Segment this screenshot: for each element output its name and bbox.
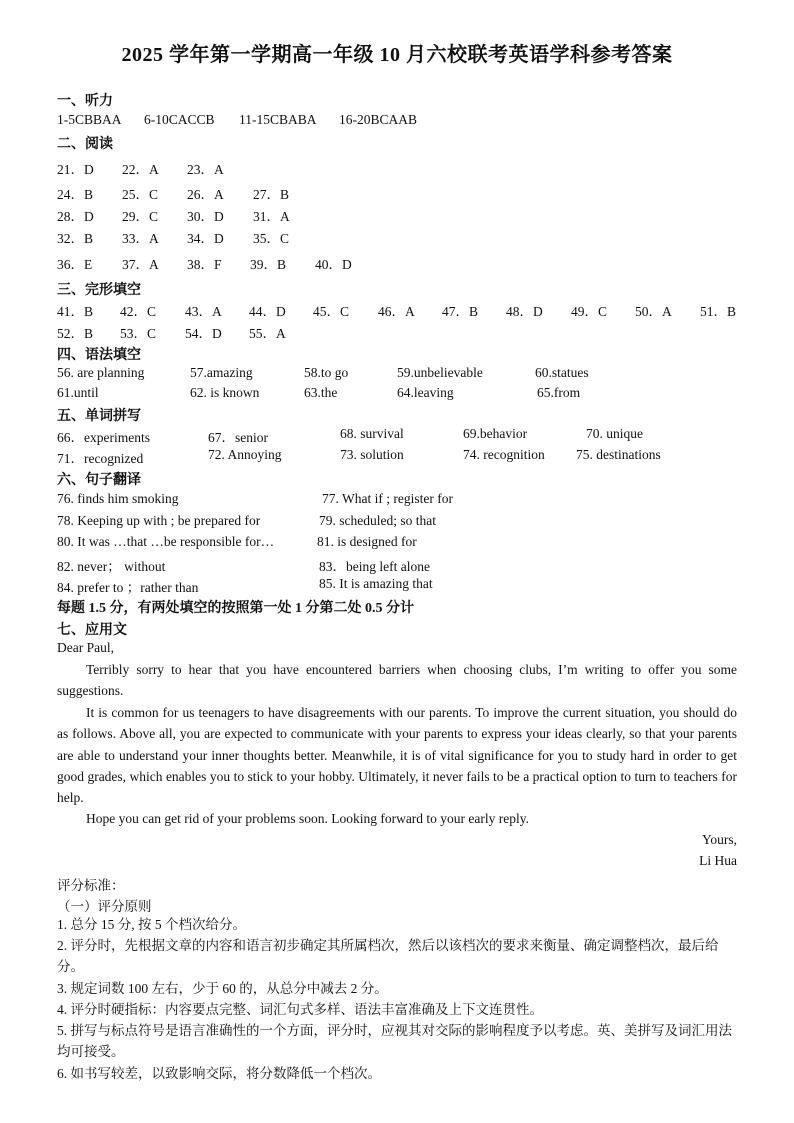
answer: 68. survival [340, 426, 404, 441]
answer: 80. It was …that …be responsible for… [57, 534, 275, 549]
answer: 82. never； without [57, 559, 166, 574]
answer: 81. is designed for [317, 534, 417, 549]
answer: 52．B [57, 326, 94, 341]
answer: 34．D [187, 231, 224, 246]
section-writing-heading: 七、应用文 [57, 623, 127, 638]
answer-group: 16-20BCAAB [339, 112, 418, 127]
answer: 32．B [57, 231, 94, 246]
letter-signature: Li Hua [699, 853, 737, 868]
answer: 39．B [250, 257, 287, 272]
answer-group: 11-15CBABA [239, 112, 317, 127]
answer: 67．senior [208, 430, 268, 445]
answer: 62. is known [190, 385, 260, 400]
answer: 27．B [253, 187, 290, 202]
answer: 61.until [57, 385, 99, 400]
answer: 37．A [122, 257, 159, 272]
answer: 55．A [249, 326, 286, 341]
answer: 54．D [185, 326, 222, 341]
letter-paragraph: It is common for us teenagers to have disagreements with our parents. To improve the current situation, you should do as follows. Above all, you are expected to communicate with your parents to express your ideas clearly, so that your parents are able to understand your inner thoughts better. Meanwhile, it is of vital significance for you to study hard in order to get good grades, which enables you to stick to your hobby. Ultimately, it never fails to be a practical option to turn to teachers for help. [57, 705, 737, 806]
answer: 25．C [122, 187, 159, 202]
answer: 28．D [57, 209, 94, 224]
section-grammar-heading: 四、语法填空 [57, 348, 141, 363]
answer: 33．A [122, 231, 159, 246]
answer: 44．D [249, 304, 286, 319]
answer: 57.amazing [190, 365, 253, 380]
criteria-item: 2. 评分时，先根据文章的内容和语言初步确定其所属档次，然后以该档次的要求来衡量、确定调整档次，最后给分。 [57, 938, 719, 975]
page-title: 2025 学年第一学期高一年级 10 月六校联考英语学科参考答案 [121, 44, 673, 66]
answer: 63.the [304, 385, 338, 400]
answer: 78. Keeping up with ; be prepared for [57, 513, 261, 528]
answer: 22．A [122, 162, 159, 177]
answer: 70. unique [586, 426, 643, 441]
letter-paragraph: Terribly sorry to hear that you have encountered barriers when choosing clubs, I’m writing to offer you some suggestions. [57, 662, 737, 699]
criteria-principles-heading: （一）评分原则 [57, 899, 152, 914]
answer: 46．A [378, 304, 415, 319]
section-translation-heading: 六、句子翻译 [57, 473, 141, 488]
answer: 38．F [187, 257, 222, 272]
answer: 58.to go [304, 365, 349, 380]
answer: 56. are planning [57, 365, 145, 380]
answer: 31．A [253, 209, 290, 224]
answer: 69.behavior [463, 426, 528, 441]
letter-salutation: Dear Paul, [57, 640, 114, 655]
answer: 60.statues [535, 365, 589, 380]
answer-group: 6-10CACCB [144, 112, 215, 127]
answer: 45．C [313, 304, 350, 319]
criteria-item: 6. 如书写较差，以致影响交际，将分数降低一个档次。 [57, 1066, 381, 1081]
answer: 75. destinations [576, 447, 661, 462]
answer: 40．D [315, 257, 352, 272]
answer: 35．C [253, 231, 290, 246]
answer: 74. recognition [463, 447, 545, 462]
answer: 64.leaving [397, 385, 454, 400]
answer: 50．A [635, 304, 672, 319]
answer: 79. scheduled; so that [319, 513, 436, 528]
answer: 41．B [57, 304, 94, 319]
answer: 71．recognized [57, 451, 144, 466]
answer: 48．D [506, 304, 543, 319]
answer: 83．being left alone [319, 559, 430, 574]
answer: 53．C [120, 326, 157, 341]
criteria-item: 5. 拼写与标点符号是语言准确性的一个方面，评分时，应视其对交际的影响程度予以考虑。英、美拼写及词汇用法均可接受。 [57, 1023, 732, 1060]
answer: 72. Annoying [208, 447, 282, 462]
answer: 85. It is amazing that [319, 576, 433, 591]
scoring-note: 每题 1.5 分，有两处填空的按照第一处 1 分第二处 0.5 分计 [57, 601, 414, 616]
answer: 26．A [187, 187, 224, 202]
answer: 66．experiments [57, 430, 150, 445]
criteria-item: 1. 总分 15 分, 按 5 个档次给分。 [57, 917, 246, 932]
answer: 21．D [57, 162, 94, 177]
answer: 23．A [187, 162, 224, 177]
answer: 24．B [57, 187, 94, 202]
section-spelling-heading: 五、单词拼写 [57, 409, 141, 424]
answer: 59.unbelievable [397, 365, 483, 380]
answer: 30．D [187, 209, 224, 224]
section-cloze-heading: 三、完形填空 [57, 283, 141, 298]
answer: 49．C [571, 304, 608, 319]
answer: 51．B [700, 304, 737, 319]
answer: 73. solution [340, 447, 404, 462]
section-listening-heading: 一、听力 [57, 94, 113, 109]
criteria-heading: 评分标准： [57, 878, 125, 893]
answer: 42．C [120, 304, 157, 319]
answer: 43．A [185, 304, 222, 319]
section-reading-heading: 二、阅读 [57, 137, 113, 152]
criteria-item: 3. 规定词数 100 左右，少于 60 的，从总分中减去 2 分。 [57, 981, 388, 996]
answer: 76. finds him smoking [57, 491, 179, 506]
answer: 47．B [442, 304, 479, 319]
criteria-item: 4. 评分时硬指标：内容要点完整、词汇句式多样、语法丰富准确及上下文连贯性。 [57, 1002, 543, 1017]
answer: 77. What if ; register for [322, 491, 453, 506]
answer-group: 1-5CBBAA [57, 112, 122, 127]
answer: 84. prefer to ；rather than [57, 580, 199, 595]
answer: 36．E [57, 257, 93, 272]
answer: 29．C [122, 209, 159, 224]
letter-paragraph: Hope you can get rid of your problems soon. Looking forward to your early reply. [86, 811, 530, 826]
letter-closing: Yours, [701, 832, 737, 847]
answer: 65.from [537, 385, 581, 400]
